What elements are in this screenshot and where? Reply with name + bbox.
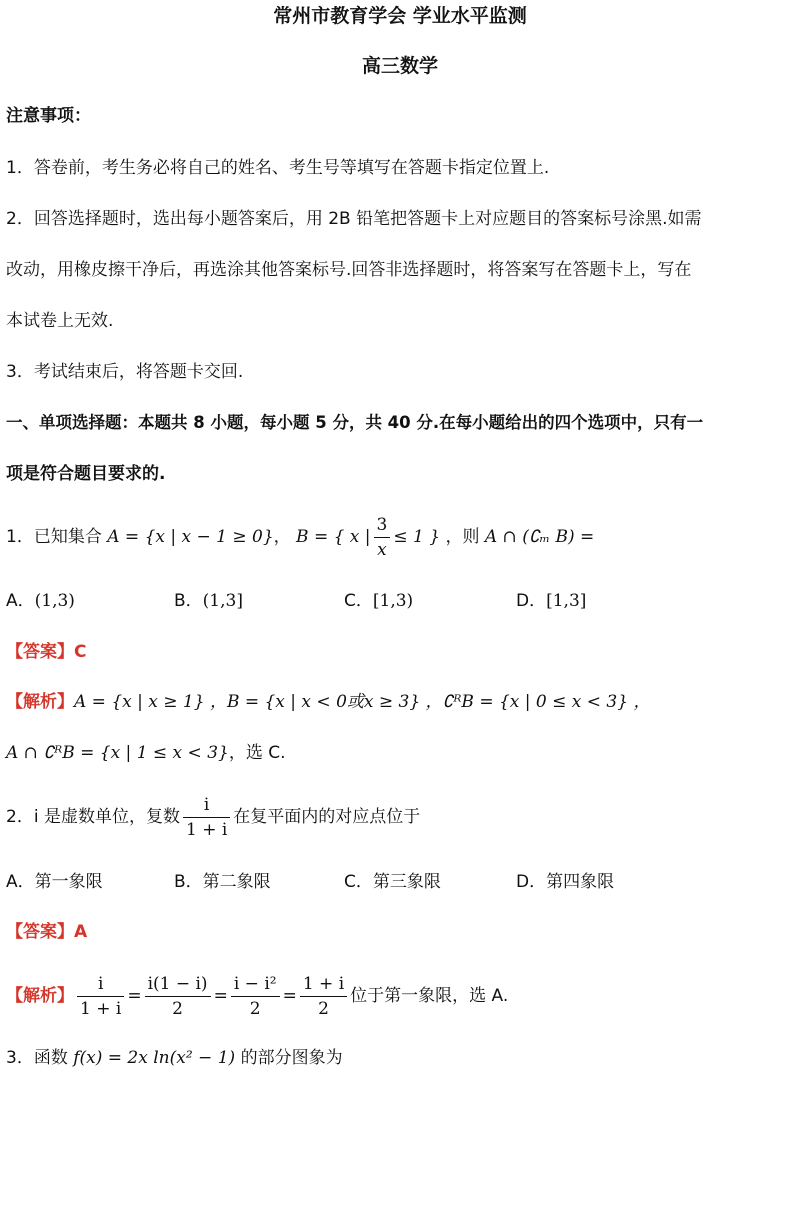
option-c [344,870,441,894]
question-1-analysis-line-1 [6,690,794,714]
answer-value: C [74,642,87,662]
option-value: [1,3] [546,591,587,611]
option-label: C． [344,591,373,611]
question-text-tail: 在复平面内的对应点位于 [233,807,421,827]
section1-heading-line-1: 一、单项选择题：本题共 8 小题，每小题 5 分，共 40 分.在每小题给出的四个选项中，只有一 [6,413,704,432]
equals-sign: = [213,986,228,1006]
section1-heading-line-2: 项是符合题目要求的. [6,464,166,484]
question-1-options [6,589,794,613]
option-c [344,589,413,613]
fraction-i-over-1-plus-i [183,793,230,842]
option-value: 第三象限 [372,872,441,892]
fraction-numerator: i(1 − i) [145,972,211,997]
notice-item-3: 3．考试结束后，将答题卡交回. [6,362,244,382]
notice-item-1: 1．答卷前，考生务必将自己的姓名、考生号等填写在答题卡指定位置上. [6,158,550,178]
option-label: B． [174,591,203,611]
fraction-step-4 [300,972,347,1021]
question-1-stem [6,512,794,562]
equals-sign: = [282,986,297,1006]
fraction-step-1 [77,972,124,1021]
option-label: D． [516,591,547,611]
fraction-numerator: 1 + i [300,972,347,997]
option-value: (1,3) [34,591,75,611]
fraction-denominator: x [377,539,387,560]
fraction-denominator: 1 + i [185,819,228,840]
fraction-denominator: 2 [172,998,183,1019]
option-label: C． [344,872,373,892]
fraction-numerator: i [183,793,230,818]
question-1-target-expression: A ∩ (∁ₘ B) = [484,527,595,547]
set-a-expression: A = {x | x − 1 ≥ 0} [107,527,274,547]
option-value: 第四象限 [546,872,615,892]
option-value: [1,3) [372,591,414,611]
option-label: A． [6,591,35,611]
question-text: 已知集合 [33,527,102,547]
option-d [516,870,614,894]
fraction-denominator: 2 [318,998,329,1019]
notice-item-2-line-3: 本试卷上无效. [6,311,114,331]
question-text: 函数 [33,1048,68,1068]
function-expression: f(x) = 2x ln(x² − 1) [73,1048,236,1068]
question-1-answer [6,640,794,664]
fraction-denominator: 1 + i [80,998,122,1019]
analysis-tag: 【解析】 [6,692,74,712]
equals-sign: = [127,986,142,1006]
fraction-step-2 [145,972,211,1021]
option-value: (1,3] [202,591,243,611]
subject-title: 高三数学 [361,55,438,77]
fraction-denominator: 2 [249,998,261,1019]
question-2-analysis [6,970,794,1022]
fraction-numerator: i − i² [231,972,280,997]
option-value: 第二象限 [202,872,271,892]
question-2-answer [6,920,794,944]
option-label: B． [174,872,203,892]
question-number: 2． [6,807,34,827]
fraction-numerator: i [77,972,124,997]
analysis-result-expression: A ∩ ∁ᴿB = {x | 1 ≤ x < 3} [6,743,229,763]
analysis-tag: 【解析】 [6,986,74,1006]
fraction-3-over-x [374,513,391,562]
analysis-expression: A = {x | x ≥ 1} ，B = {x | x < 0或x ≥ 3} ，∁ᴿB = {x | 0 ≤ x < 3} ， [74,692,651,712]
notice-heading: 注意事项： [6,106,91,126]
option-label: D． [516,872,547,892]
exam-title: 常州市教育学会 学业水平监测 [273,5,527,27]
analysis-conclusion: ，选 C. [228,743,286,763]
option-a [6,589,75,613]
analysis-conclusion: 位于第一象限，选 A. [350,986,509,1006]
option-d [516,589,586,613]
separator: ， [273,527,291,547]
option-value: 第一象限 [34,872,103,892]
answer-value: A [74,922,88,942]
answer-tag: 【答案】 [6,642,74,662]
question-3-stem [6,1046,794,1070]
notice-item-2-line-1: 2．回答选择题时，选出每小题答案后，用 2B 铅笔把答题卡上对应题目的答案标号涂黑.如需 [6,209,702,229]
option-label: A． [6,872,35,892]
question-text-then: ，则 [445,527,480,547]
answer-tag: 【答案】 [6,922,74,942]
notice-item-2-line-2: 改动，用橡皮擦干净后，再选涂其他答案标号.回答非选择题时，将答案写在答题卡上，写在 [6,260,692,280]
option-b [174,870,271,894]
question-2-stem [6,792,794,842]
option-a [6,870,103,894]
fraction-step-3 [231,972,280,1021]
set-b-open: B = { x | [296,527,371,547]
question-number: 3． [6,1048,34,1068]
question-text-tail: 的部分图象为 [240,1048,343,1068]
question-text: i 是虚数单位，复数 [33,807,180,827]
set-b-close: ≤ 1 } [393,527,441,547]
question-2-options [6,870,794,894]
question-number: 1． [6,527,34,547]
fraction-numerator: 3 [374,513,391,538]
option-b [174,589,243,613]
question-1-analysis-line-2 [6,741,794,765]
